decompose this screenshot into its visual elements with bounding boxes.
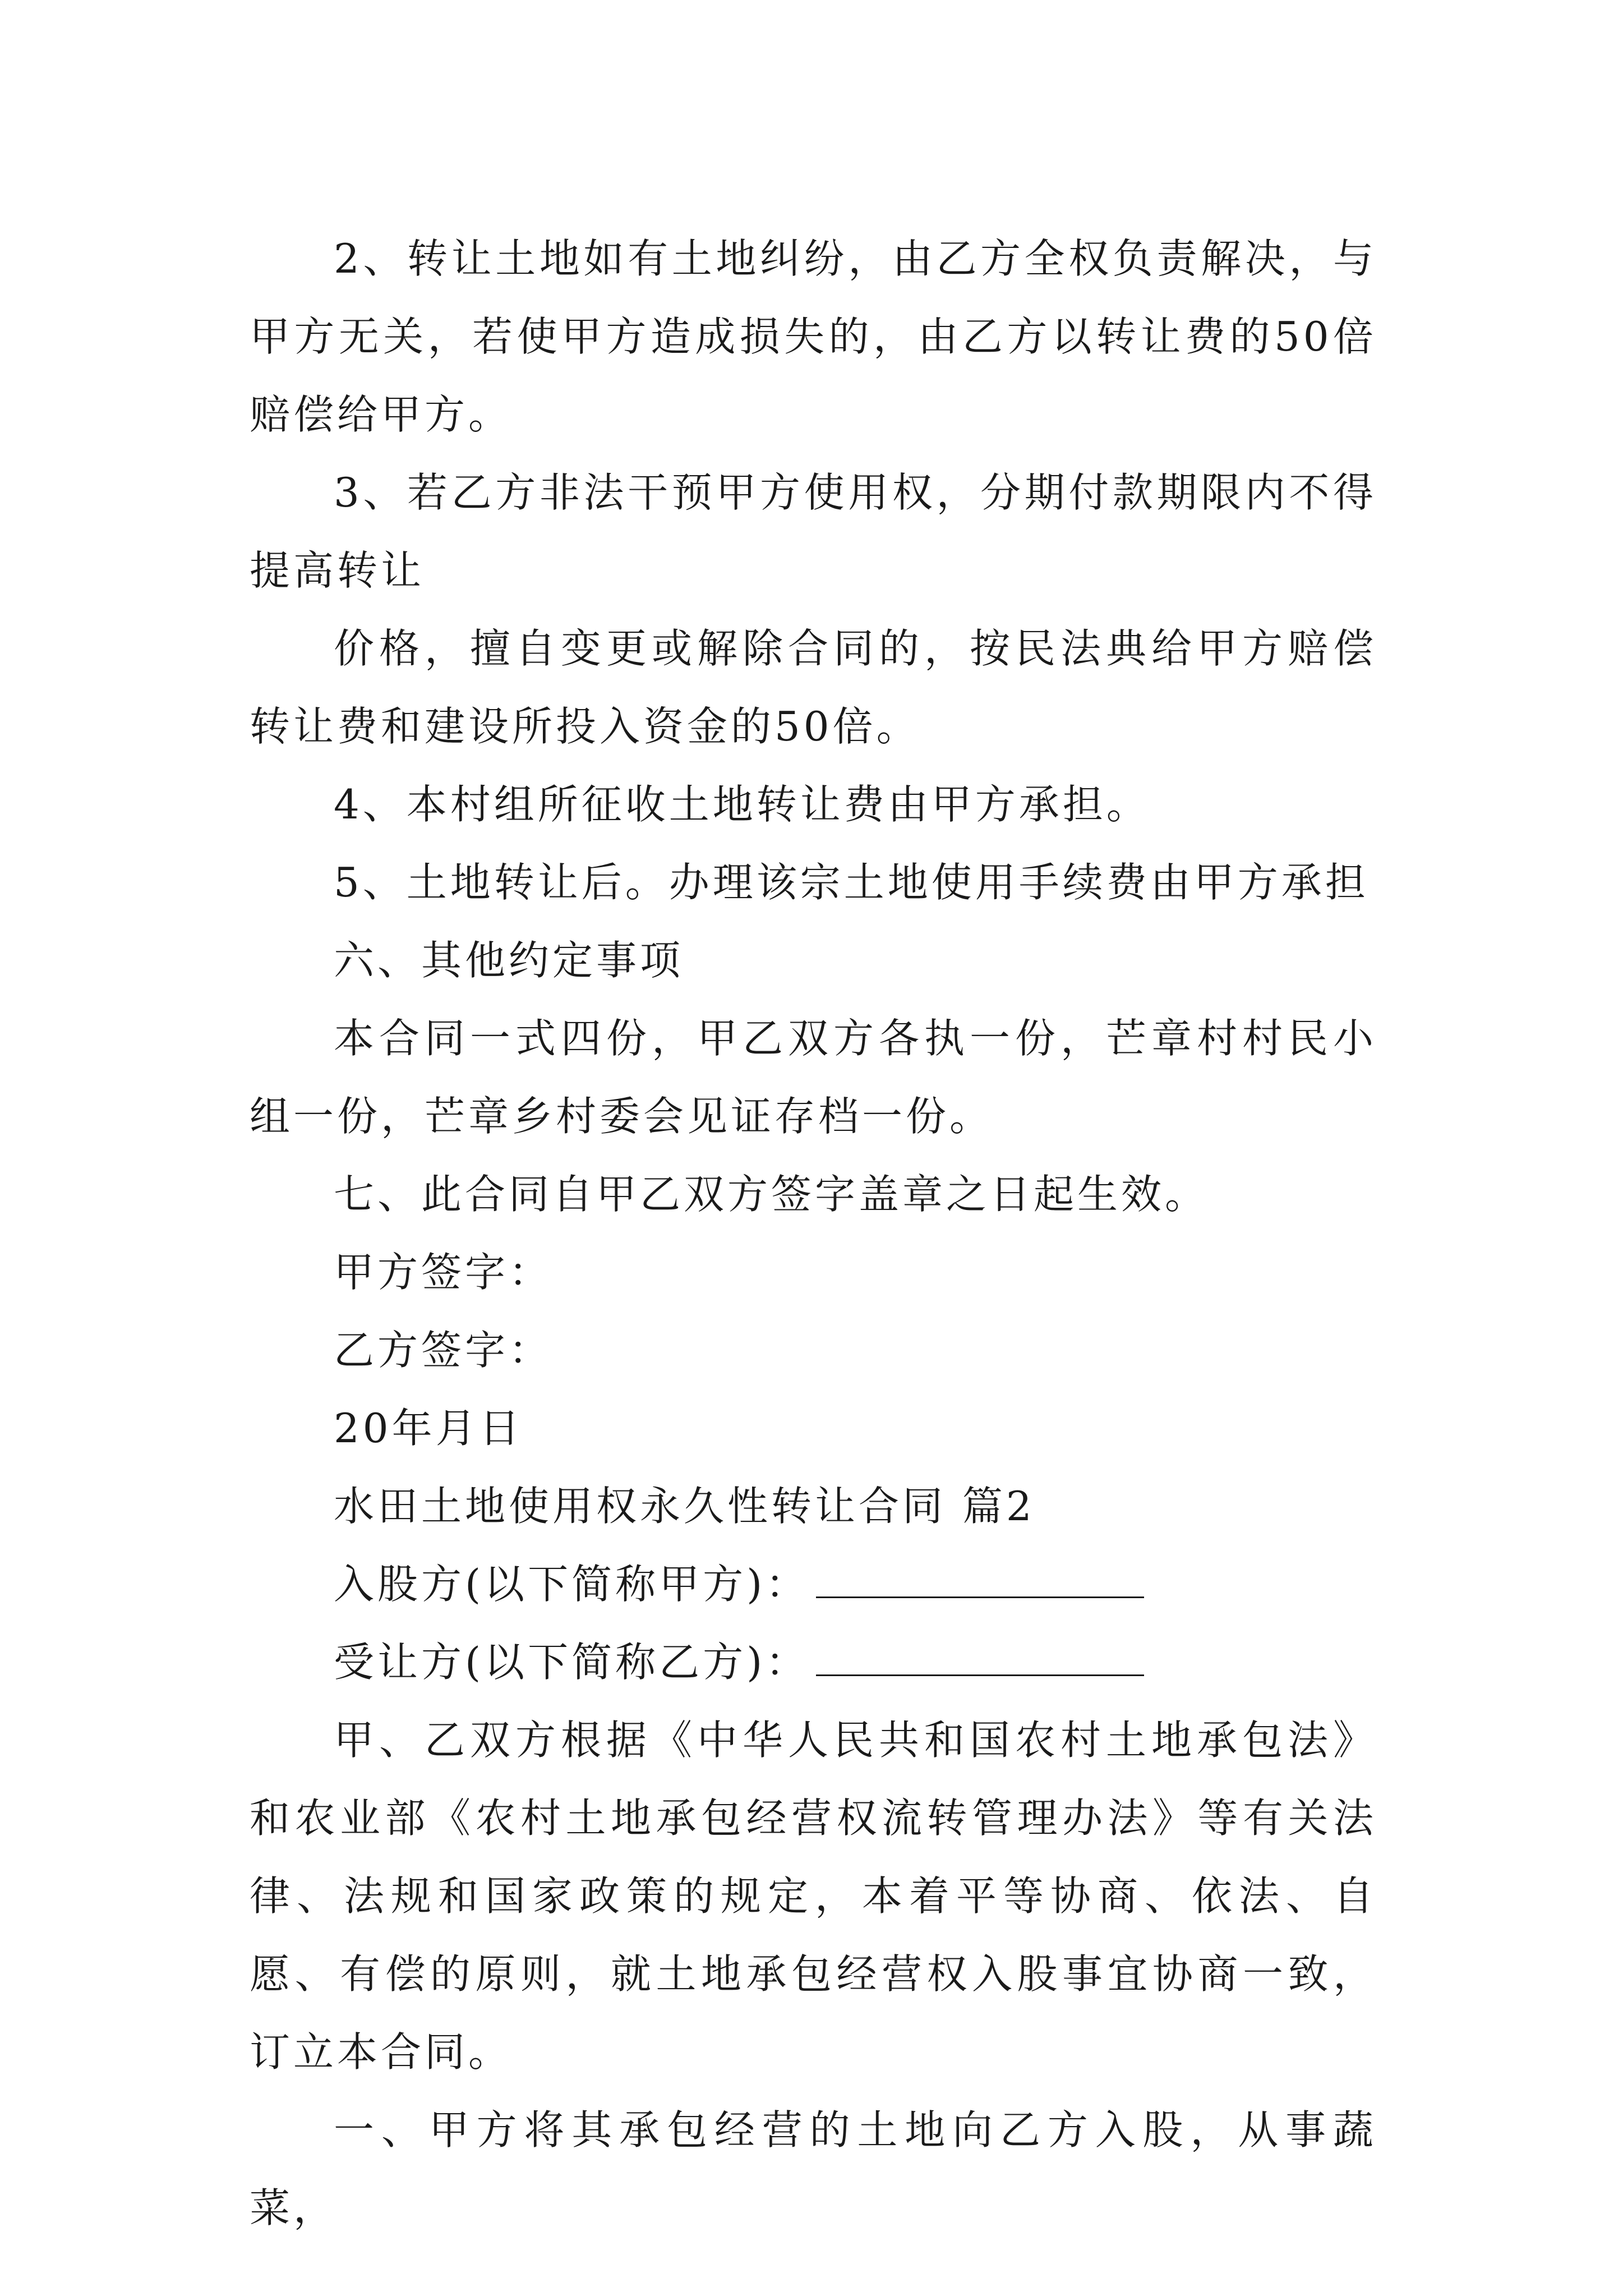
party-b-signature-label: 乙方签字： <box>334 1327 553 1374</box>
paragraph: 5、土地转让后。办理该宗土地使用手续费由甲方承担 <box>334 859 1369 906</box>
investor-party-label: 入股方(以下简称甲方)： <box>334 1561 810 1608</box>
paragraph: 甲、乙双方根据《中华人民共和国农村土地承包法》和农业部《农村土地承包经营权流转管理办法》等有关法律、法规和国家政策的规定，本着平等协商、依法、自愿、有偿的原则，就土地承包经营权入股事宜协商一致，订立本合同。 <box>250 1717 1377 2076</box>
party-a-signature-label: 甲方签字： <box>334 1249 553 1296</box>
section-heading: 六、其他约定事项 <box>334 937 684 984</box>
section-heading: 七、此合同自甲乙双方签字盖章之日起生效。 <box>334 1171 1209 1218</box>
investor-party-line <box>250 1545 1377 1623</box>
paragraph: 一、甲方将其承包经营的土地向乙方入股，从事蔬菜， <box>250 2106 1377 2231</box>
investor-party-blank <box>816 1563 1144 1598</box>
paragraph: 价格，擅自变更或解除合同的，按民法典给甲方赔偿转让费和建设所投入资金的50倍。 <box>250 625 1377 750</box>
paragraph: 4、本村组所征收土地转让费由甲方承担。 <box>334 781 1150 828</box>
contract-title: 水田土地使用权永久性转让合同 篇2 <box>334 1483 1035 1530</box>
paragraph: 3、若乙方非法干预甲方使用权，分期付款期限内不得提高转让 <box>250 469 1377 594</box>
paragraph: 2、转让土地如有土地纠纷，由乙方全权负责解决，与甲方无关，若使甲方造成损失的，由乙方以转让费的50倍赔偿给甲方。 <box>250 235 1377 438</box>
transferee-party-label: 受让方(以下简称乙方)： <box>334 1639 810 1686</box>
document-body <box>250 220 1377 2247</box>
date-line: 20年月日 <box>334 1405 523 1452</box>
transferee-party-line <box>250 1623 1377 1701</box>
paragraph: 本合同一式四份，甲乙双方各执一份，芒章村村民小组一份，芒章乡村委会见证存档一份。 <box>250 1015 1377 1140</box>
transferee-party-blank <box>816 1641 1144 1676</box>
